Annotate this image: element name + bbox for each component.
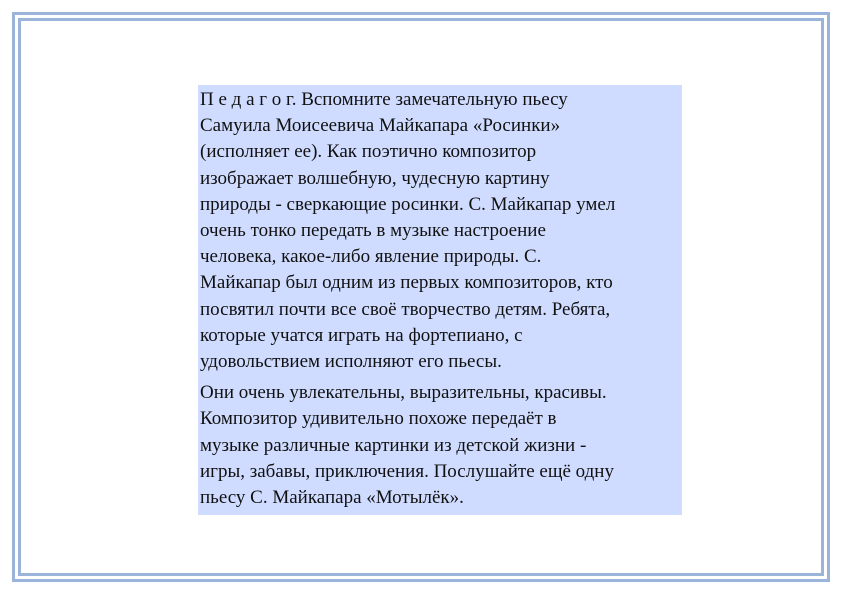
speaker-label: П е д а г о г. <box>200 89 297 110</box>
paragraph-1-text: Вспомните замечательную пьесу Самуила Моисеевича Майкапара «Росинки» (исполняет ее). Как поэтично композитор изображает волшебную, чудесную картину природы - сверкающие росинки. С. Майкапар умел очень тонко передать в музыке настроение человека, какое-либо явление природы. С. Майкапар был одним из первых композиторов, кто посвятил почти все своё творчество детям. Ребята, которые учатся играть на фортепиано, с удовольствием исполняют его пьесы. <box>200 89 616 373</box>
text-box <box>198 85 682 515</box>
paragraph-2: Они очень увлекательны, выразительны, красивы. Композитор удивительно похоже передаёт в музыке различные картинки из детской жизни - игры, забавы, приключения. Послушайте ещё одну пьесу С. Майкапара «Мотылёк». <box>200 382 614 509</box>
paragraph-1 <box>200 87 678 375</box>
